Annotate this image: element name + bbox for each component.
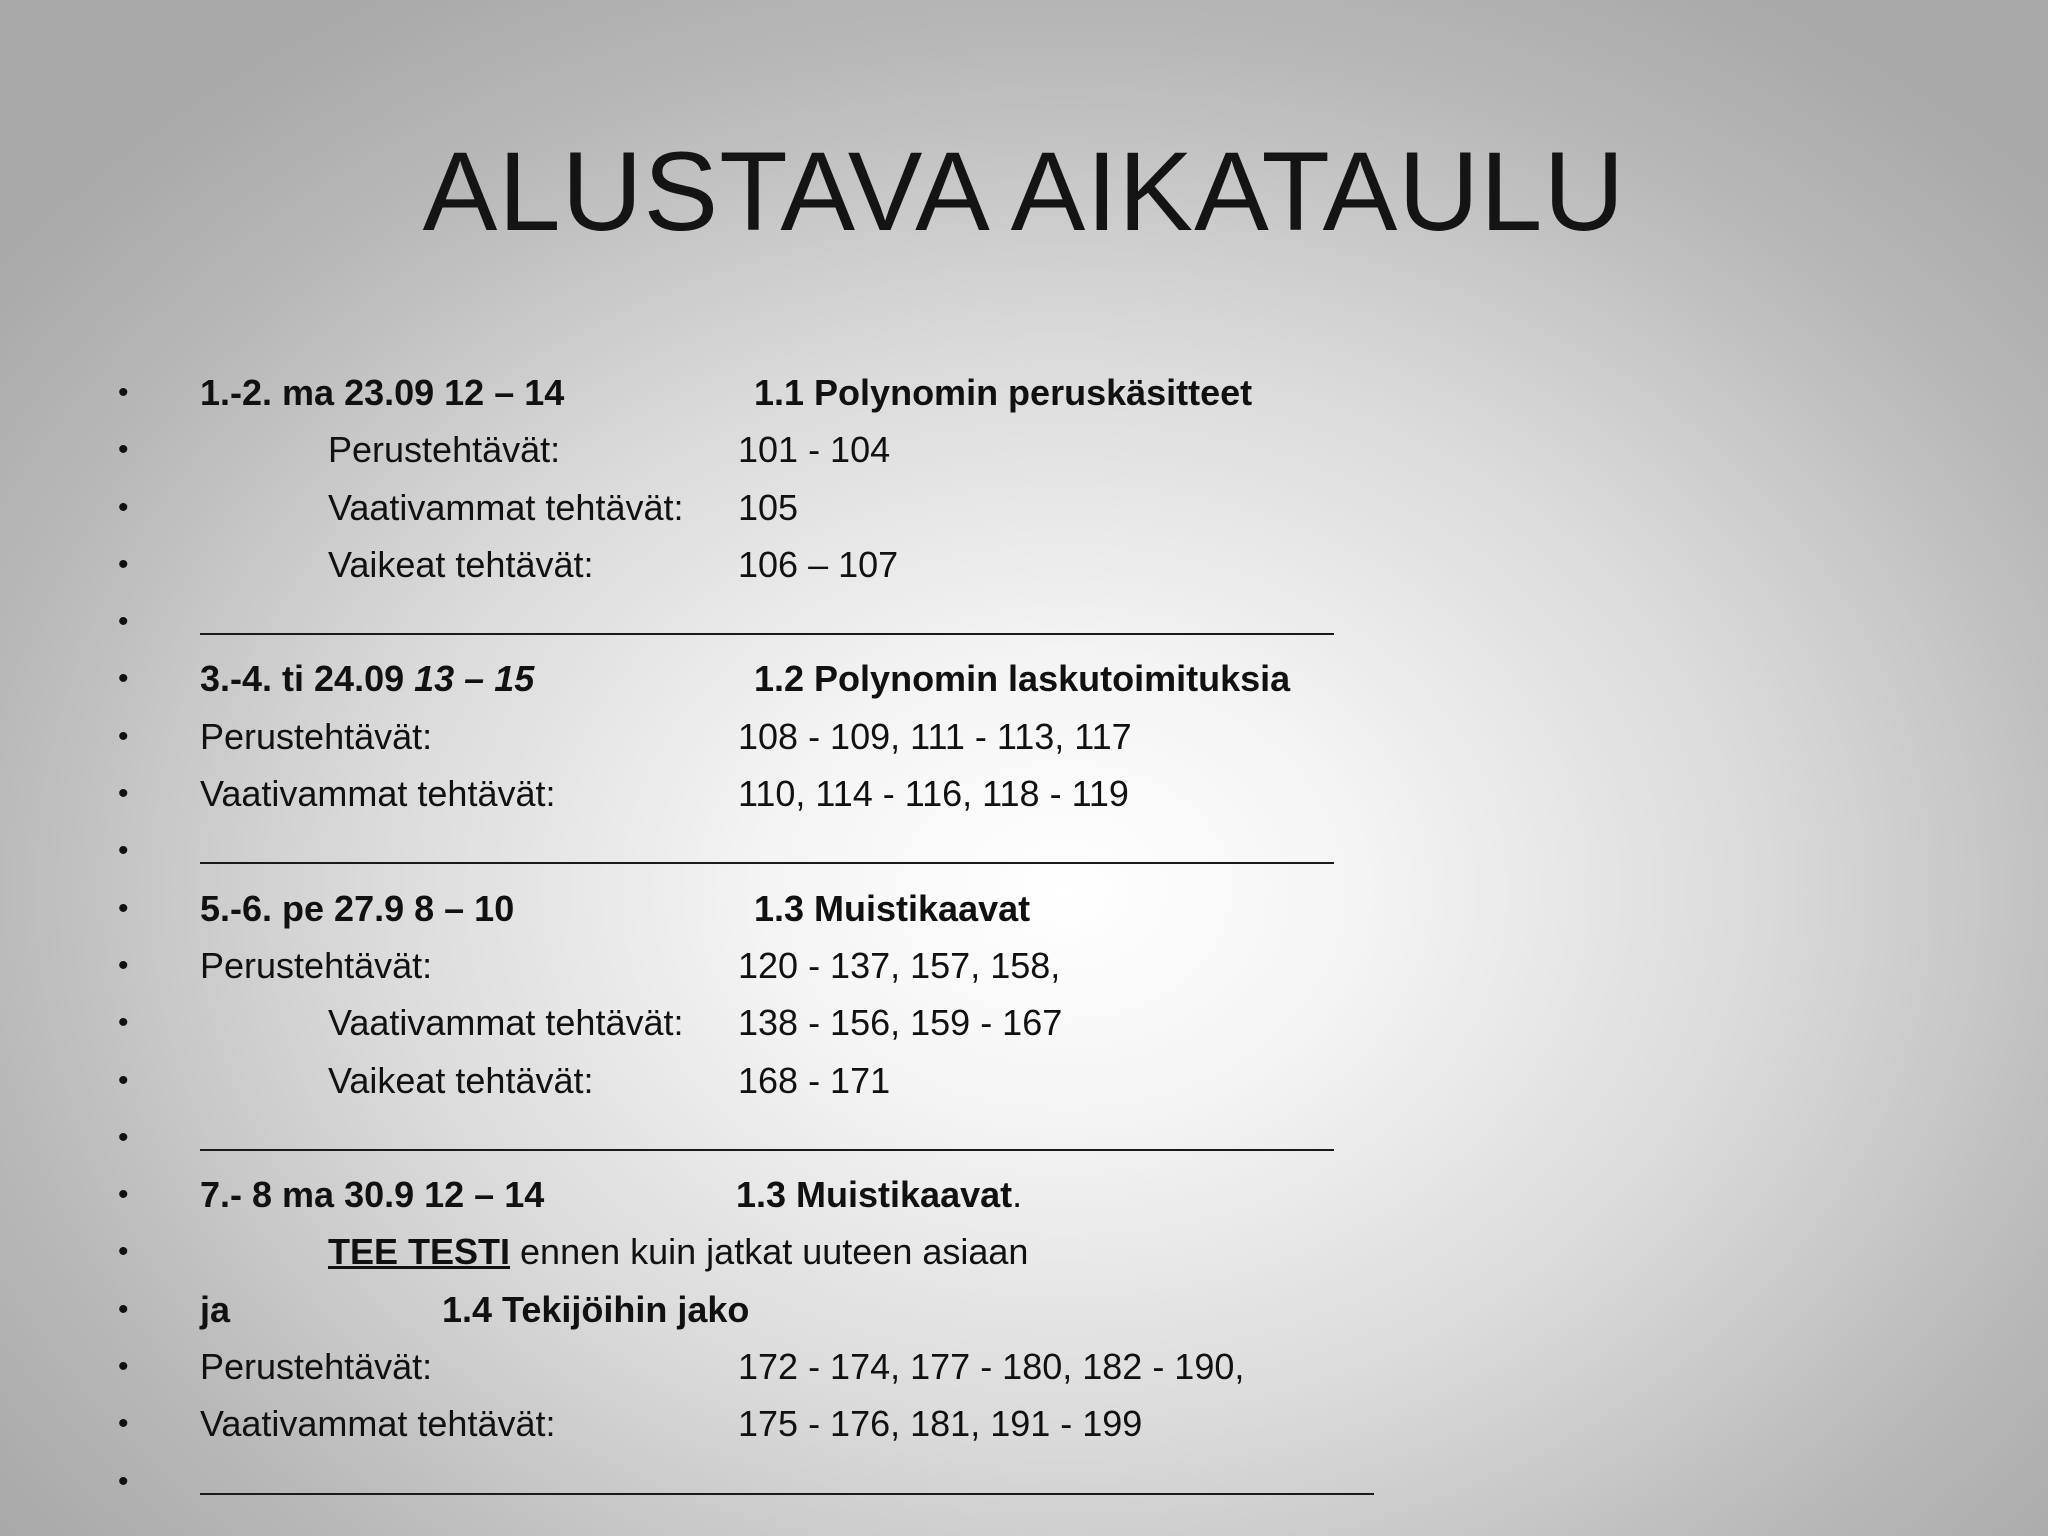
task-label: Perustehtävät:: [328, 429, 561, 471]
task-value: 108 - 109, 111 - 113, 117: [738, 715, 1132, 757]
task-label: Vaativammat tehtävät:: [328, 1002, 684, 1044]
session-date: 5.-6. pe 27.9 8 – 10: [200, 887, 515, 929]
bullet: •: [118, 1464, 129, 1498]
task-value: 138 - 156, 159 - 167: [738, 1002, 1063, 1044]
bullet: •: [118, 547, 129, 581]
slide-title: ALUSTAVA AIKATAULU: [422, 129, 1626, 254]
session-time: 13 – 15: [414, 658, 535, 700]
task-label: Perustehtävät:: [200, 1346, 433, 1388]
task-row: [118, 1395, 1918, 1452]
bullet: •: [118, 1407, 129, 1441]
task-label: Vaativammat tehtävät:: [328, 486, 684, 528]
task-row: [118, 421, 1918, 478]
separator-line: [200, 1149, 1334, 1151]
bullet: •: [118, 834, 129, 868]
bullet: •: [118, 719, 129, 753]
task-value: 110, 114 - 116, 118 - 119: [738, 773, 1129, 815]
separator-row: [118, 1453, 1918, 1510]
task-value: 172 - 174, 177 - 180, 182 - 190,: [738, 1346, 1245, 1388]
task-label: Perustehtävät:: [200, 715, 433, 757]
bullet: •: [118, 662, 129, 696]
task-label: Vaativammat tehtävät:: [200, 1403, 556, 1445]
task-row: [118, 536, 1918, 593]
task-value: 168 - 171: [738, 1059, 891, 1101]
separator-line: [200, 1493, 1374, 1495]
task-row: [118, 1052, 1918, 1109]
test-note: [328, 1223, 1028, 1280]
task-row: [118, 937, 1918, 994]
test-link[interactable]: TEE TESTI: [328, 1231, 511, 1273]
bullet: •: [118, 433, 129, 467]
session-topic: 1.3 Muistikaavat: [754, 887, 1031, 929]
task-row: [118, 1338, 1918, 1395]
task-row: [118, 765, 1918, 822]
bullet: •: [118, 376, 129, 409]
task-value: 105: [738, 486, 799, 528]
session-date: [200, 650, 534, 707]
bullet: •: [118, 948, 129, 982]
bullet: •: [118, 777, 129, 811]
session-header-row: [118, 1166, 1918, 1223]
session-topic: 1.4 Tekijöihin jako: [442, 1288, 750, 1330]
bullet: •: [118, 891, 129, 925]
bullet: •: [118, 1292, 129, 1326]
task-value: 120 - 137, 157, 158,: [738, 944, 1061, 986]
session-header-row: [118, 1281, 1918, 1338]
session-topic-text: 1.3 Muistikaavat: [736, 1174, 1013, 1216]
separator-row: [118, 593, 1918, 650]
task-label: Perustehtävät:: [200, 944, 433, 986]
task-row: [118, 479, 1918, 536]
note-row: [118, 1223, 1918, 1280]
task-row: [118, 708, 1918, 765]
session-date: 1.-2. ma 23.09 12 – 14: [200, 372, 565, 413]
separator-row: [118, 822, 1918, 879]
task-value: 175 - 176, 181, 191 - 199: [738, 1403, 1143, 1445]
session-topic: [736, 1166, 1022, 1223]
bullet: •: [118, 1063, 129, 1097]
task-value: 106 – 107: [738, 543, 899, 585]
separator-line: [200, 862, 1334, 864]
session-topic-suffix: .: [1012, 1174, 1023, 1216]
bullet: •: [118, 1178, 129, 1212]
test-note-text: ennen kuin jatkat uuteen asiaan: [510, 1231, 1029, 1273]
session-header-row: [118, 650, 1918, 707]
bullet: •: [118, 490, 129, 524]
bullet: •: [118, 1235, 129, 1269]
conjunction: ja: [200, 1288, 231, 1330]
session-header-row: [118, 880, 1918, 937]
session-topic: 1.2 Polynomin laskutoimituksia: [754, 658, 1291, 700]
bullet: •: [118, 605, 129, 639]
session-header-row: [118, 364, 1918, 421]
task-label: Vaikeat tehtävät:: [328, 543, 594, 585]
bullet: •: [118, 1006, 129, 1040]
task-row: [118, 994, 1918, 1051]
session-date: 7.- 8 ma 30.9 12 – 14: [200, 1174, 545, 1216]
separator-line: [200, 633, 1334, 635]
session-date-text: 3.-4. ti 24.09: [200, 658, 415, 700]
bullet: •: [118, 1120, 129, 1154]
task-label: Vaativammat tehtävät:: [200, 773, 556, 815]
bullet: •: [118, 1350, 129, 1384]
session-topic: 1.1 Polynomin peruskäsitteet: [754, 372, 1253, 413]
task-label: Vaikeat tehtävät:: [328, 1059, 594, 1101]
task-value: 101 - 104: [738, 429, 891, 471]
separator-row: [118, 1109, 1918, 1166]
schedule-list: [118, 364, 1918, 1510]
